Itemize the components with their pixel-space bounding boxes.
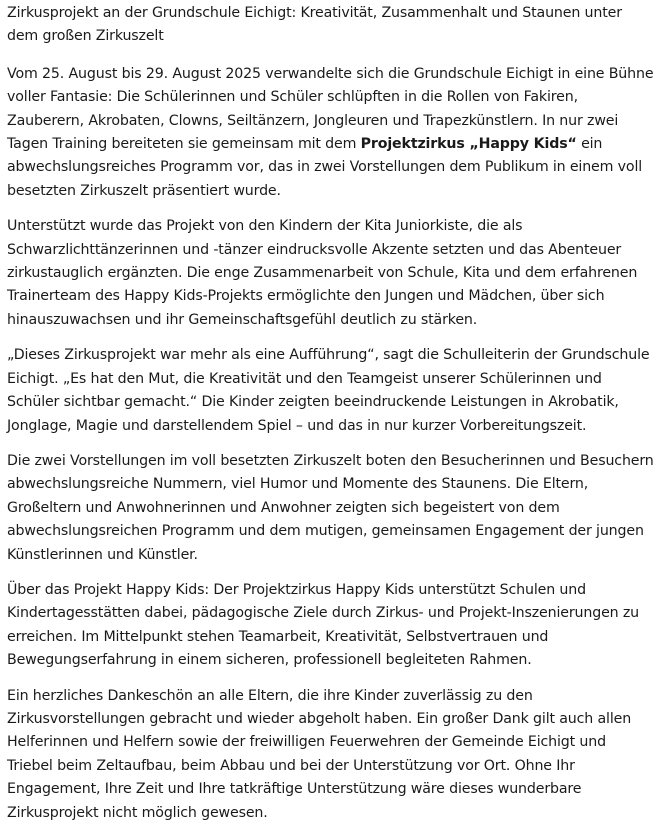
paragraph-thanks: Ein herzliches Dankeschön an alle Eltern, die ihre Kinder zuverlässig zu den Zirkusvorstellungen gebracht und wieder abgeholt haben. Ein großer Dank gilt auch allen Helferinnen und Helfern sowie der freiwilligen Feuerwehren der Gemeinde Eichigt und Triebel beim Zeltaufbau, beim Abbau und bei der Unterstützung vor Ort. Ohne Ihr Engagement, Ihre Zeit und Ihre tatkräftige Unterstützung wäre dieses wunderbare Zirkusprojekt nicht möglich gewesen. [7, 687, 632, 821]
paragraph-performances: Die zwei Vorstellungen im voll besetzten Zirkuszelt boten den Besucherinnen und Besuchern abwechslungsreiche Nummern, viel Humor und Momente des Staunens. Die Eltern, Großeltern und Anwohnerinnen und Anwohner zeigten sich begeistert von dem abwechslungsreichen Programm und dem mutigen, gemeinsamen Engagement der jungen Künstlerinnen und Künstler. [7, 452, 654, 563]
project-name-bold: Projektzirkus „Happy Kids“ [360, 136, 577, 153]
paragraph-intro-text-before: Vom 25. August bis 29. August 2025 verwandelte sich die Grundschule Eichigt in eine Bühne voller Fantasie: Die Schülerinnen und Schüler schlüpften in die Rollen von Fakiren, Zauberern, Akrobaten, Clowns, Seiltänzern, Jongleuren und Trapezkünstlern. In nur zwei Tagen Training bereiteten sie gemeinsam mit dem [7, 65, 654, 153]
article-title: Zirkusprojekt an der Grundschule Eichigt: Kreativität, Zusammenhalt und Staunen unter dem großen Zirkuszelt [7, 5, 622, 45]
paragraph-about-happy-kids: Über das Projekt Happy Kids: Der Projektzirkus Happy Kids unterstützt Schulen und Kindertagesstätten dabei, pädagogische Ziele durch Zirkus- und Projekt-Inszenierungen zu erreichen. Im Mittelpunkt stehen Teamarbeit, Kreativität, Selbstvertrauen und Bewegungserfahrung in einem sicheren, professionell begleiteten Rahmen. [7, 581, 639, 669]
paragraph-kita-support: Unterstützt wurde das Projekt von den Kindern der Kita Juniorkiste, die als Schwarzlichttänzerinnen und -tänzer eindrucksvolle Akzente setzten und das Abenteuer zirkustauglich ergänzten. Die enge Zusammenarbeit von Schule, Kita und dem erfahrenen Trainerteam des Happy Kids-Projekts ermöglichte den Jungen und Mädchen, über sich hinauszuwachsen und ihr Gemeinschaftsgefühl deutlich zu stärken. [7, 218, 638, 328]
paragraph-intro-text-after: ein abwechslungsreiches Programm vor, das in zwei Vorstellungen dem Publikum in einem voll besetzten Zirkuszelt präsentiert wurde. [7, 136, 643, 199]
paragraph-principal-quote: „Dieses Zirkusprojekt war mehr als eine Aufführung“, sagt die Schulleiterin der Grundschule Eichigt. „Es hat den Mut, die Kreativität und den Teamgeist unserer Schülerinnen und Schüler sichtbar gemacht.“ Die Kinder zeigten beeindruckende Leistungen in Akrobatik, Jonglage, Magie und darstellendem Spiel – und das in nur kurzer Vorbereitungszeit. [7, 347, 650, 434]
paragraph-intro [7, 63, 654, 203]
